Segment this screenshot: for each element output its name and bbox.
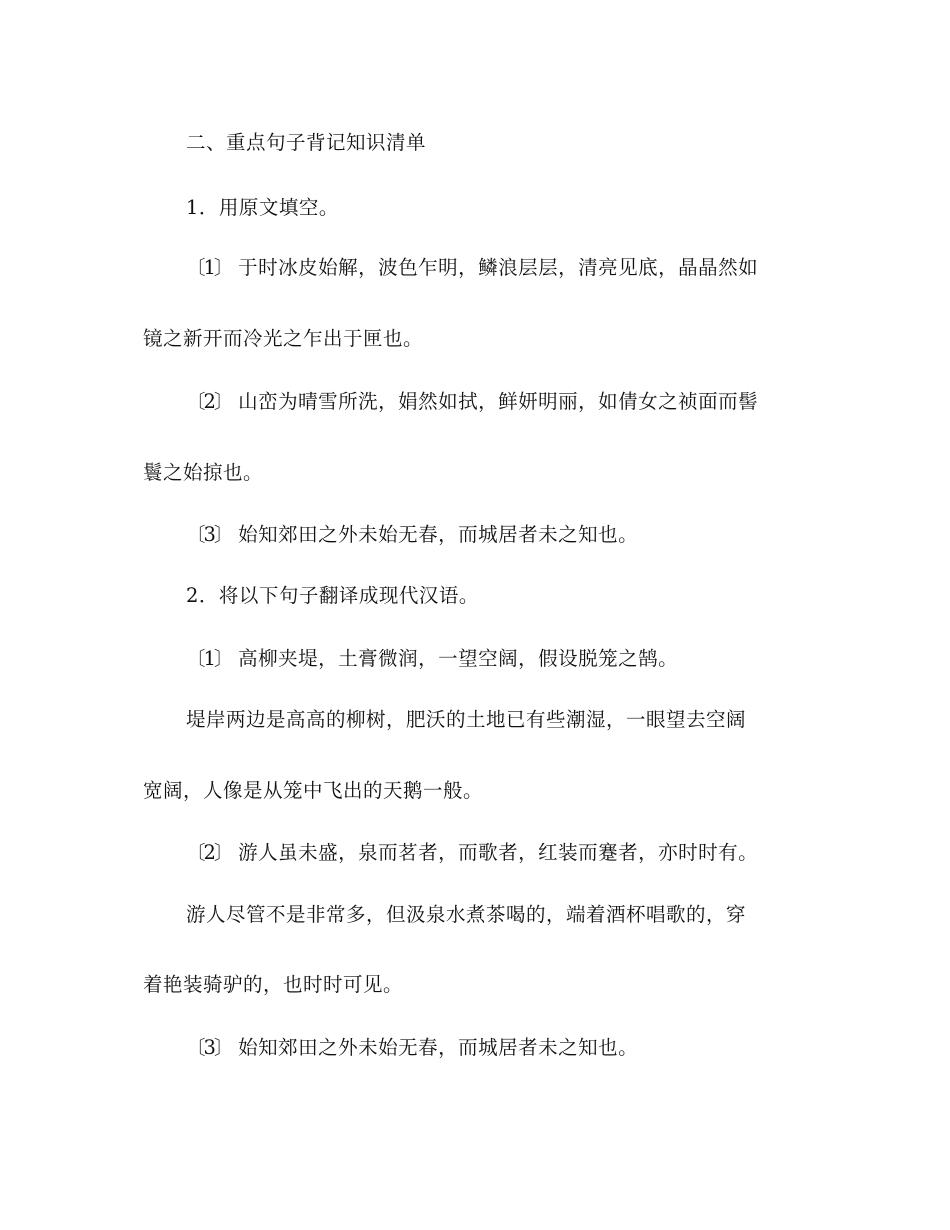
question-1-title: [186, 196, 339, 220]
q2-item-3-sentence: [186, 1036, 638, 1060]
q2-item-1-sentence: [186, 647, 678, 671]
q2-item-3-marker: 〔3〕: [186, 1036, 232, 1059]
q2-item-3-sentence-text: 始知郊田之外未始无春，而城居者未之知也。: [238, 1036, 639, 1059]
q1-item-1-marker: 〔1〕: [186, 256, 232, 279]
q2-item-2-translation-text-1: 游人尽管不是非常多，但汲泉水煮茶喝的，端着酒杯唱歌的，穿: [186, 903, 747, 926]
q2-item-1-translation-text-2: 宽阔，人像是从笼中飞出的天鹅一般。: [143, 779, 484, 802]
q2-item-1-sentence-text: 高柳夹堤，土膏微润，一望空阔，假设脱笼之鹄。: [238, 647, 679, 670]
question-2-title: [186, 584, 479, 608]
q1-item-3-marker: 〔3〕: [186, 523, 232, 546]
q2-item-2-translation-line-2: [143, 973, 403, 997]
section-heading: [186, 131, 426, 155]
question-2-title-text: 2．将以下句子翻译成现代汉语。: [186, 584, 479, 607]
q1-item-1-line-2: [143, 327, 423, 351]
q1-item-1-text-2: 镜之新开而冷光之乍出于匣也。: [143, 327, 424, 350]
q2-item-2-sentence: [186, 841, 758, 865]
q1-item-3-text-1: 始知郊田之外未始无春，而城居者未之知也。: [238, 523, 639, 546]
q2-item-1-marker: 〔1〕: [186, 647, 232, 670]
q1-item-2-text-1: 山峦为晴雪所洗，娟然如拭，鲜妍明丽，如倩女之祯面而髻: [238, 390, 759, 413]
question-1-title-text: 1．用原文填空。: [186, 196, 339, 219]
q2-item-1-translation-text-1: 堤岸两边是高高的柳树，肥沃的土地已有些潮湿，一眼望去空阔: [186, 708, 747, 731]
q2-item-1-translation-line-1: [186, 708, 746, 732]
q1-item-1-line-1: [186, 256, 758, 280]
q2-item-2-marker: 〔2〕: [186, 841, 232, 864]
q2-item-1-translation-line-2: [143, 779, 483, 803]
q1-item-2-line-1: [186, 390, 758, 414]
section-heading-text: 二、重点句子背记知识清单: [186, 131, 427, 154]
q2-item-2-sentence-text: 游人虽未盛，泉而茗者，而歌者，红装而蹇者，亦时时有。: [238, 841, 759, 864]
q1-item-3-line-1: [186, 523, 638, 547]
q2-item-2-translation-line-1: [186, 903, 746, 927]
q2-item-2-translation-text-2: 着艳装骑驴的，也时时可见。: [143, 973, 404, 996]
q1-item-1-text-1: 于时冰皮始解，波色乍明，鳞浪层层，清亮见底，晶晶然如: [238, 256, 759, 279]
q1-item-2-text-2: 鬟之始掠也。: [143, 461, 264, 484]
q1-item-2-marker: 〔2〕: [186, 390, 232, 413]
q1-item-2-line-2: [143, 461, 263, 485]
